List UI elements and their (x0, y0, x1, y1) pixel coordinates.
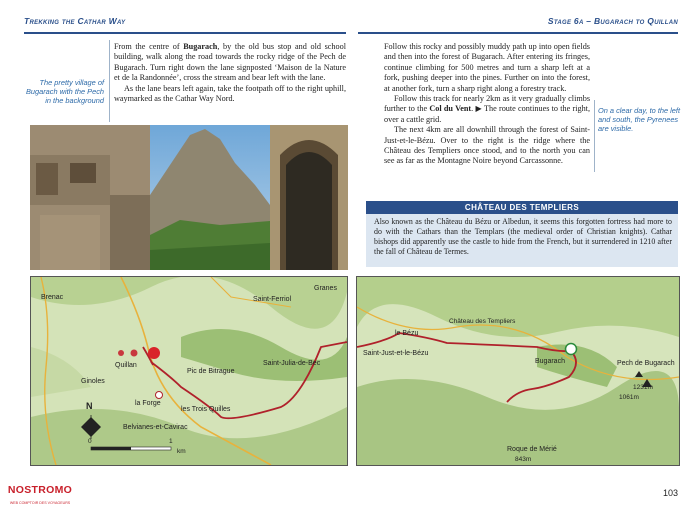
map-elevation: 1231m (633, 384, 653, 391)
margin-rule-right (594, 100, 595, 172)
photo-caption: The pretty village of Bugarach with the Pech in the background (25, 78, 104, 106)
route-map-left (30, 276, 348, 466)
info-box (366, 201, 678, 267)
paragraph: The next 4km are all downhill through the forest of Saint-Just-et-le-Bézu. Over to the right is the ridge where the Château des Templiers once stood, and to the north you can see as far as the Montagne Noire beyond Carcassonne. (384, 125, 590, 166)
page-number: 103 (662, 488, 678, 498)
map-label: Granes (314, 285, 337, 292)
header-rule-right (358, 32, 678, 34)
info-box-title: CHÂTEAU DES TEMPLIERS (366, 201, 678, 214)
place-name-bold: Bugarach (183, 42, 218, 51)
body-column-2 (384, 42, 590, 167)
map-label: Pic de Bitrague (187, 368, 235, 375)
margin-rule-left (109, 40, 110, 122)
map-label: Belvianes-et-Cavirac (123, 424, 188, 431)
info-box-text: Also known as the Château du Bézu or Albedun, it seems this forgotten fortress had more to do with the Cathars than the Templars (the medieval order of Christian knights). Cathar bishops did apparently use the castle to hide from the French, but it surrendered in 1210 after the fall of Château de Termes. (374, 217, 672, 256)
scale-label: 1 (169, 438, 173, 445)
map-elevation: 1061m (619, 394, 639, 401)
nostromo-logo (4, 480, 76, 516)
map-label: Saint-Julia-de-Bec (263, 360, 321, 367)
map-label: Brenac (41, 294, 64, 301)
paragraph: From the centre of Bugarach, by the old bus stop and old school building, walk along the road towards the rocky ridge of the Pech de Bugarach. Turn right down the lane signposted ‘Maison de la Nature et de la Randonnée’, cross the stream and bear left with the lane. (114, 42, 346, 83)
map-label: Pech de Bugarach (617, 360, 675, 367)
running-header-left: Trekking the Cathar Way (24, 16, 126, 26)
map-label: Ginoles (81, 378, 105, 385)
paragraph: Follow this rocky and possibly muddy path up into open fields and then into the forest of Bugarach. After entering its fringes, continue climbing for 500 metres and turn a sharp left at a fork, pushing deeper into the pines. Further on into the forest, at another fork, turn a sharp right along a forestry track. (384, 42, 590, 93)
header-rule-left (24, 32, 346, 34)
route-map-right (356, 276, 680, 466)
place-name-bold: Col du Vent (429, 104, 472, 114)
map-label: Saint-Just-et-le-Bézu (363, 350, 429, 357)
map-label: les Trois Quilles (181, 406, 231, 413)
map-label: Quillan (115, 362, 137, 369)
running-header-right: Stage 6a – Bugarach to Quillan (547, 16, 678, 26)
map-label: Saint-Ferriol (253, 296, 292, 303)
map-label: Bugarach (535, 358, 565, 365)
margin-note: On a clear day, to the left and south, the Pyrenees are visible. (598, 106, 681, 134)
scale-label: 0 (88, 438, 92, 445)
map-label: Château des Templiers (449, 318, 516, 325)
map-label: la Forge (135, 400, 161, 407)
logo-subtitle: WEB COMPTOIR DES VOYAGEURS (9, 501, 71, 505)
village-photo (30, 125, 348, 270)
body-column-1 (114, 42, 346, 104)
map-label: Roque de Mérié (507, 446, 557, 453)
paragraph: As the lane bears left again, take the footpath off to the right uphill, waymarked as the Cathar Way Nord. (114, 83, 346, 104)
scale-unit: km (177, 448, 186, 455)
paragraph: Follow this track for nearly 2km as it very gradually climbs further to the Col du Vent. ▶ The route continues to the right, over a cattle grid. (384, 94, 590, 124)
map-label: le Bézu (395, 330, 419, 337)
north-arrow-label: N (86, 401, 93, 411)
map-elevation: 843m (515, 456, 532, 463)
logo-name: NOSTROMO (7, 484, 73, 496)
